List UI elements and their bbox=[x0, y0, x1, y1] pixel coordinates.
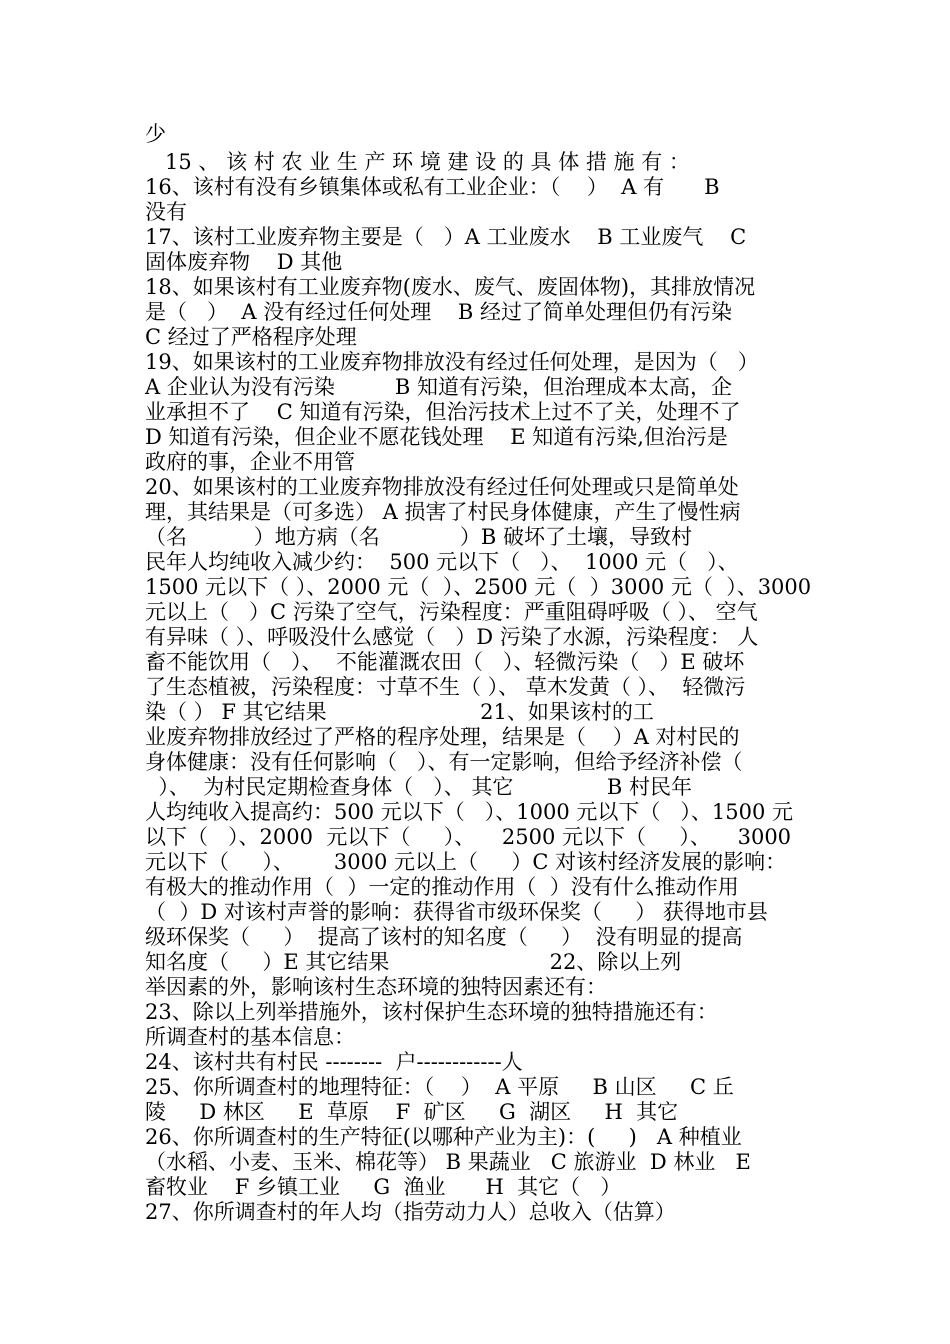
text-line: 身体健康：没有任何影响（ ）、有一定影响，但给予经济补偿（ bbox=[145, 750, 743, 774]
section-heading: 所调查村的基本信息： bbox=[145, 1025, 355, 1049]
text-line: 陵 D 林区 E 草原 F 矿区 G 湖区 H 其它 bbox=[145, 1100, 679, 1124]
text-line: （ ）D 对该村声誉的影响：获得省市级环保奖（ ） 获得地市县 bbox=[145, 900, 768, 924]
text-line: 理，其结果是（可多选） A 损害了村民身体健康，产生了慢性病 bbox=[145, 500, 741, 524]
text-line: 畜不能饮用（ ）、 不能灌溉农田（ ）、轻微污染（ ）E 破坏 bbox=[145, 650, 745, 674]
text-line: 民年人均纯收入减少约： 500 元以下（ ）、 1000 元（ ）、 bbox=[145, 550, 739, 574]
text-line: 元以上（ ）C 污染了空气，污染程度：严重阻碍呼吸（ ）、 空气 bbox=[145, 600, 758, 624]
text-line: 25、你所调查村的地理特征：（ ） A 平原 B 山区 C 丘 bbox=[145, 1075, 734, 1099]
text-line: 举因素的外，影响该村生态环境的独特因素还有： bbox=[145, 975, 607, 999]
text-line: ）、 为村民定期检查身体（ ）、 其它 B 村民年 bbox=[145, 775, 692, 799]
text-line: 24、该村共有村民 -------- 户------------人 bbox=[145, 1050, 523, 1074]
text-line: 27、你所调查村的年人均（指劳动力人）总收入（估算） bbox=[145, 1200, 676, 1224]
text-line: 没有 bbox=[145, 200, 187, 224]
text-line: 畜牧业 F 乡镇工业 G 渔业 H 其它（ ） bbox=[145, 1175, 622, 1199]
text-line: 23、除以上列举措施外，该村保护生态环境的独特措施还有： bbox=[145, 1000, 718, 1024]
text-line: 1500 元以下（ ）、2000 元（ ）、2500 元（ ）3000 元（ ）、3000 bbox=[145, 575, 812, 599]
text-line: A 企业认为没有污染 B 知道有污染，但治理成本太高，企 bbox=[145, 375, 733, 399]
text-line: 知名度（ ）E 其它结果 22、除以上列 bbox=[145, 950, 682, 974]
text-line: 业废弃物排放经过了严格的程序处理，结果是（ ）A 对村民的 bbox=[145, 725, 740, 749]
text-line: 有异味（ ）、呼吸没什么感觉（ ）D 污染了水源，污染程度： 人 bbox=[145, 625, 759, 649]
text-line: 元以下（ ）、 3000 元以上（ ）C 对该村经济发展的影响： bbox=[145, 850, 787, 874]
text-line: （水稻、小麦、玉米、棉花等） B 果蔬业 C 旅游业 D 林业 E bbox=[145, 1150, 751, 1174]
text-line: 16、该村有没有乡镇集体或私有工业企业：（ ） A 有 B bbox=[145, 175, 720, 199]
text-line: 少 bbox=[145, 122, 166, 146]
text-line: 业承担不了 C 知道有污染，但治污技术上过不了关，处理不了 bbox=[145, 400, 741, 424]
text-line: 以下（ ）、2000 元以下（ ）、 2500 元以下（ ）、 3000 bbox=[145, 825, 792, 849]
text-line: 固体废弃物 D 其他 bbox=[145, 250, 343, 274]
text-line: 15 、 该 村 农 业 生 产 环 境 建 设 的 具 体 措 施 有 ： bbox=[145, 150, 690, 174]
text-line: （名 ）地方病（名 ）B 破坏了土壤，导致村 bbox=[145, 525, 692, 549]
text-line: 17、该村工业废弃物主要是（ ）A 工业废水 B 工业废气 C bbox=[145, 225, 747, 249]
text-line: 18、如果该村有工业废弃物(废水、废气、废固体物)，其排放情况 bbox=[145, 275, 756, 299]
text-line: D 知道有污染，但企业不愿花钱处理 E 知道有污染,但治污是 bbox=[145, 425, 728, 449]
text-line: 有极大的推动作用（ ）一定的推动作用（ ）没有什么推动作用 bbox=[145, 875, 739, 899]
text-line: 政府的事，企业不用管 bbox=[145, 450, 355, 474]
text-line: 人均纯收入提高约：500 元以下（ ）、1000 元以下（ ）、1500 元 bbox=[145, 800, 794, 824]
text-line: 20、如果该村的工业废弃物排放没有经过任何处理或只是简单处 bbox=[145, 475, 739, 499]
text-line: 26、你所调查村的生产特征(以哪种产业为主)：( ) A 种植业 bbox=[145, 1125, 742, 1149]
text-line: 级环保奖（ ） 提高了该村的知名度（ ） 没有明显的提高 bbox=[145, 925, 743, 949]
text-line: C 经过了严格程序处理 bbox=[145, 325, 357, 349]
text-line: 了生态植被，污染程度：寸草不生（ ）、 草木发黄（ ）、 轻微污 bbox=[145, 675, 746, 699]
text-line: 染（ ） F 其它结果 21、如果该村的工 bbox=[145, 700, 654, 724]
text-line: 是（ ） A 没有经过任何处理 B 经过了简单处理但仍有污染 bbox=[145, 300, 733, 324]
text-line: 19、如果该村的工业废弃物排放没有经过任何处理，是因为（ ） bbox=[145, 350, 759, 374]
